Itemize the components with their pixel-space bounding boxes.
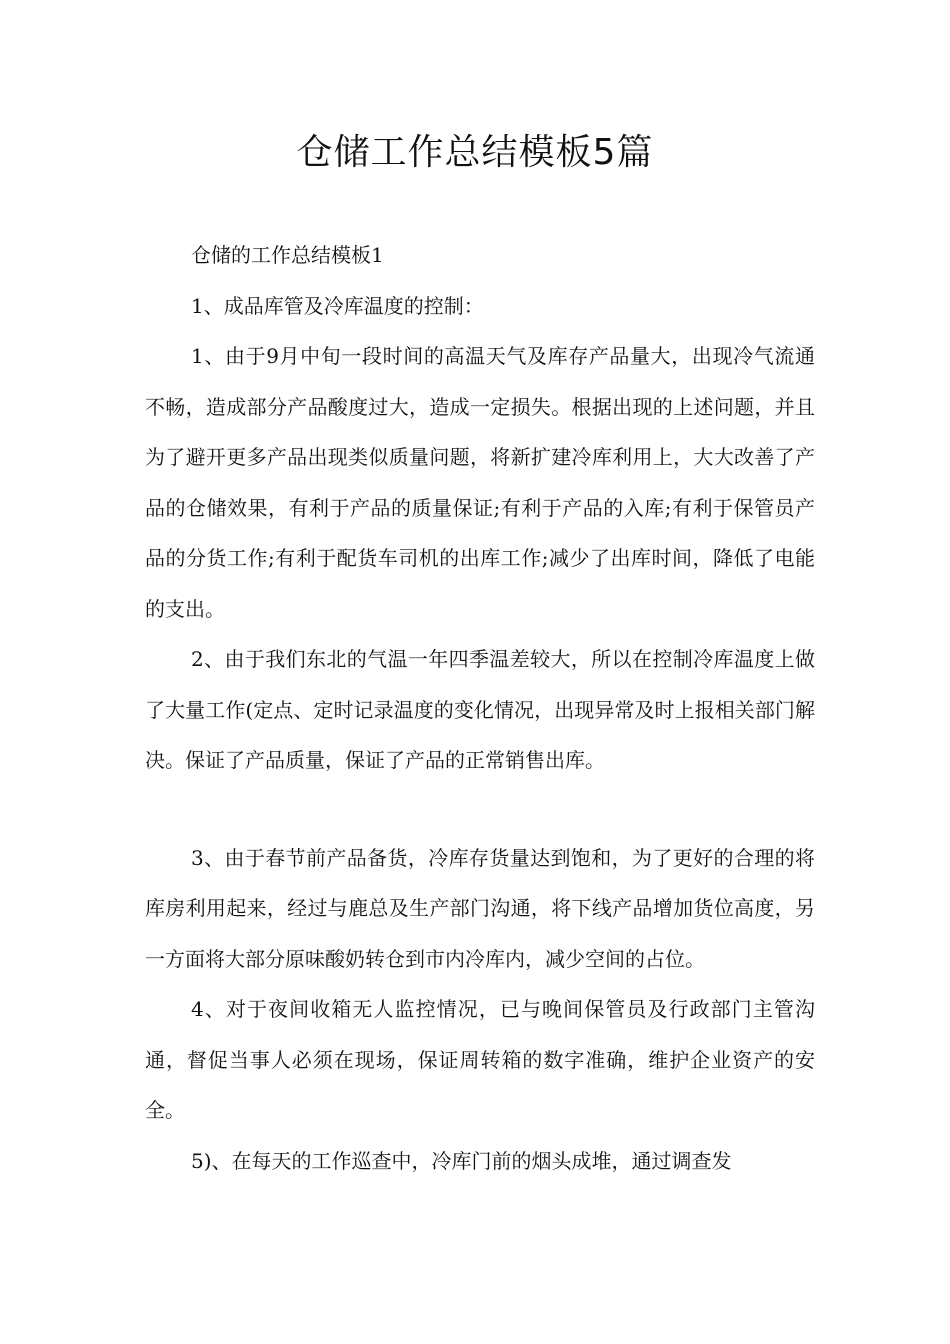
section-heading: 仓储的工作总结模板1 [191, 243, 384, 267]
document-title: 仓储工作总结模板5篇 [296, 132, 654, 173]
subsection-heading: 1、成品库管及冷库温度的控制： [191, 293, 484, 318]
paragraph-item-4: 4、对于夜间收箱无人监控情况，已与晚间保管员及行政部门主管沟通，督促当事人必须在现场，保证周转箱的数字准确，维护企业资产的安全。 [145, 997, 815, 1122]
document-body [145, 230, 815, 1186]
paragraph-item-2: 2、由于我们东北的气温一年四季温差较大，所以在控制冷库温度上做了大量工作(定点、定时记录温度的变化情况，出现异常及时上报相关部门解决。保证了产品质量，保证了产品的正常销售出库。 [145, 647, 815, 772]
paragraph-item-5: 5)、在每天的工作巡查中，冷库门前的烟头成堆，通过调查发 [191, 1148, 732, 1173]
paragraph-item-1: 1、由于9月中旬一段时间的高温天气及库存产品量大，出现冷气流通不畅，造成部分产品酸度过大，造成一定损失。根据出现的上述问题，并且为了避开更多产品出现类似质量问题，将新扩建冷库利用上，大大改善了产品的仓储效果，有利于产品的质量保证;有利于产品的入库;有利于保管员产品的分货工作;有利于配货车司机的出库工作;减少了出库时间，降低了电能的支出。 [145, 344, 815, 621]
paragraph-item-3: 3、由于春节前产品备货，冷库存货量达到饱和，为了更好的合理的将库房利用起来，经过与鹿总及生产部门沟通，将下线产品增加货位高度，另一方面将大部分原味酸奶转仓到市内冷库内，减少空间的占位。 [145, 845, 815, 971]
